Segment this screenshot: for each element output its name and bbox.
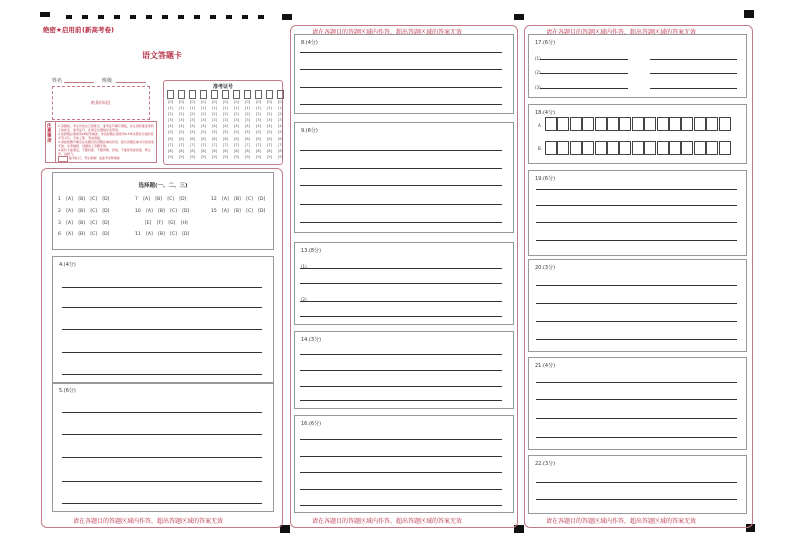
character-cell[interactable]	[644, 141, 656, 155]
character-cell[interactable]	[607, 117, 619, 131]
digit-option[interactable]: [1]	[234, 106, 239, 111]
digit-option[interactable]: [2]	[278, 112, 283, 117]
character-cell[interactable]	[694, 117, 706, 131]
answer-line[interactable]	[300, 400, 502, 401]
answer-line[interactable]	[300, 370, 502, 371]
digit-option[interactable]: [2]	[234, 112, 239, 117]
digit-option[interactable]: [6]	[212, 136, 217, 141]
digit-option[interactable]: [0]	[267, 100, 272, 104]
question-5-title: 5.(6分)	[59, 388, 76, 394]
answer-line[interactable]	[62, 287, 262, 288]
digit-option[interactable]: [8]	[278, 148, 283, 153]
digit-option[interactable]: [3]	[223, 118, 228, 123]
digit-option[interactable]: [6]	[168, 136, 173, 141]
question-4-title: 4.(4分)	[59, 262, 76, 268]
admission-digit-column[interactable]	[189, 99, 196, 160]
digit-option[interactable]: [8]	[234, 148, 239, 153]
character-cell[interactable]	[694, 141, 706, 155]
digit-option[interactable]: [6]	[201, 136, 206, 141]
notes-item-3: 3.请按照题号顺序在各题目的答题区域内作答，超出答题区域书写的答案无效；在草稿纸、试题卷上答题无效。	[58, 140, 154, 148]
digit-option[interactable]: [5]	[168, 130, 173, 135]
notes-item-4: 4.保持卡面清洁，不要折叠、不要弄破、弄皱，不准使用涂改液、修正带、刮纸刀。	[58, 148, 151, 156]
character-cell[interactable]	[669, 141, 681, 155]
character-cell[interactable]	[681, 141, 693, 155]
character-cell[interactable]	[719, 117, 731, 131]
digit-option[interactable]: [0]	[201, 100, 206, 104]
right-warning-top: 请在各题目的答题区域内作答，超出答题区域的答案无效	[546, 29, 697, 36]
character-cell[interactable]	[706, 141, 718, 155]
character-cell[interactable]	[557, 117, 569, 131]
digit-option[interactable]: [4]	[212, 124, 217, 129]
digit-option[interactable]: [7]	[234, 142, 239, 147]
answer-line[interactable]	[300, 87, 502, 88]
digit-option[interactable]: [1]	[245, 106, 250, 111]
question-8-title: 8.(4分)	[301, 40, 318, 46]
answer-line[interactable]	[540, 73, 628, 74]
digit-option[interactable]: [0]	[278, 100, 283, 104]
digit-option[interactable]: [3]	[267, 118, 272, 123]
digit-option[interactable]: [9]	[278, 154, 283, 159]
answer-line[interactable]	[62, 412, 262, 413]
answer-line[interactable]	[300, 316, 502, 317]
sheet-title: 语文答题卡	[142, 51, 182, 60]
absent-box[interactable]	[58, 156, 68, 162]
digit-option[interactable]: [7]	[245, 142, 250, 147]
digit-option[interactable]: [0]	[190, 100, 195, 104]
mcq-row-6[interactable]: 6 [A] [B] [C] [D]	[58, 232, 110, 237]
digit-option[interactable]: [4]	[245, 124, 250, 129]
admission-digit-box[interactable]	[266, 90, 273, 99]
digit-option[interactable]: [2]	[267, 112, 272, 117]
mcq-row-2[interactable]: 2 [A] [B] [C] [D]	[58, 209, 110, 214]
digit-option[interactable]: [4]	[179, 124, 184, 129]
digit-option[interactable]: [6]	[267, 136, 272, 141]
answer-line[interactable]	[536, 285, 737, 286]
digit-option[interactable]: [9]	[256, 154, 261, 159]
answer-line[interactable]	[300, 268, 502, 269]
admission-digit-box[interactable]	[233, 90, 240, 99]
question-17-title: 17.(6分)	[535, 40, 556, 46]
character-cell[interactable]	[570, 141, 582, 155]
answer-line[interactable]	[536, 499, 737, 500]
digit-option[interactable]: [6]	[245, 136, 250, 141]
answer-line[interactable]	[300, 168, 502, 169]
mcq-row-1[interactable]: 1 [A] [B] [C] [D]	[58, 197, 110, 202]
character-cell[interactable]	[719, 141, 731, 155]
digit-option[interactable]: [3]	[190, 118, 195, 123]
answer-line[interactable]	[300, 354, 502, 355]
digit-option[interactable]: [5]	[256, 130, 261, 135]
answer-line[interactable]	[536, 205, 737, 206]
digit-option[interactable]: [5]	[212, 130, 217, 135]
digit-option[interactable]: [7]	[201, 142, 206, 147]
answer-line[interactable]	[300, 472, 502, 473]
digit-option[interactable]: [3]	[212, 118, 217, 123]
mcq-row-12[interactable]: 12 [A] [B] [C] [D]	[211, 197, 266, 202]
character-cell[interactable]	[607, 141, 619, 155]
middle-warning-bottom: 请在各题目的答题区域内作答，超出答题区域的答案无效	[312, 518, 463, 525]
character-cell[interactable]	[582, 141, 594, 155]
admission-digit-box[interactable]	[244, 90, 251, 99]
digit-option[interactable]: [4]	[278, 124, 283, 129]
mcq-row-3[interactable]: 3 [A] [B] [C] [D]	[58, 221, 110, 226]
answer-line[interactable]	[300, 489, 502, 490]
name-line[interactable]	[64, 82, 94, 83]
question-16-box[interactable]	[294, 415, 514, 513]
middle-warning-top: 请在各题目的答题区域内作答，超出答题区域的答案无效	[312, 29, 463, 36]
digit-option[interactable]: [4]	[168, 124, 173, 129]
mcq-row-15[interactable]: 15 [A] [B] [C] [D]	[211, 209, 266, 214]
digit-option[interactable]: [1]	[212, 106, 217, 111]
admission-digit-column[interactable]	[255, 99, 262, 160]
answer-line[interactable]	[300, 222, 502, 223]
answer-line[interactable]	[536, 437, 737, 438]
notes-item-2: 2.选择题必须使用2B铅笔填涂；非选择题必须使用0.5毫米黑色字迹的签字笔书写，字体工整、笔迹清楚。	[58, 132, 154, 140]
digit-option[interactable]: [2]	[201, 112, 206, 117]
right-warning-bottom: 请在各题目的答题区域内作答，超出答题区域的答案无效	[546, 518, 697, 525]
absent-label: 缺考标记，考生禁填！由监考老师填涂	[69, 156, 121, 160]
digit-option[interactable]: [0]	[168, 100, 173, 104]
answer-line[interactable]	[536, 303, 737, 304]
digit-option[interactable]: [2]	[179, 112, 184, 117]
digit-option[interactable]: [5]	[234, 130, 239, 135]
answer-line[interactable]	[62, 457, 262, 458]
character-cell[interactable]	[545, 117, 557, 131]
mcq-title: 选择题(一、二、三)	[138, 183, 188, 189]
notes-title: 注意事项	[47, 124, 52, 144]
digit-option[interactable]: [8]	[223, 148, 228, 153]
digit-option[interactable]: [8]	[190, 148, 195, 153]
answer-line[interactable]	[300, 204, 502, 205]
digit-option[interactable]: [9]	[179, 154, 184, 159]
mcq-row-7[interactable]: 7 [A] [B] [C] [D]	[135, 197, 187, 202]
answer-line[interactable]	[536, 399, 737, 400]
digit-option[interactable]: [6]	[278, 136, 283, 141]
admission-digit-column[interactable]	[200, 99, 207, 160]
digit-option[interactable]: [7]	[278, 142, 283, 147]
digit-option[interactable]: [8]	[168, 148, 173, 153]
answer-line[interactable]	[62, 481, 262, 482]
digit-option[interactable]: [0]	[245, 100, 250, 104]
question-18-box[interactable]	[528, 104, 747, 164]
digit-option[interactable]: [2]	[190, 112, 195, 117]
admission-digit-column[interactable]	[178, 99, 185, 160]
question-18-title: 18.(4分)	[535, 110, 556, 116]
digit-option[interactable]: [3]	[179, 118, 184, 123]
answer-line[interactable]	[540, 59, 628, 60]
question-9-box[interactable]	[294, 122, 514, 233]
digit-option[interactable]: [7]	[256, 142, 261, 147]
digit-option[interactable]: [8]	[267, 148, 272, 153]
question-17-part-3: (3)	[535, 85, 541, 90]
character-cell[interactable]	[681, 117, 693, 131]
digit-option[interactable]: [9]	[245, 154, 250, 159]
digit-option[interactable]: [8]	[212, 148, 217, 153]
digit-option[interactable]: [1]	[223, 106, 228, 111]
admission-digit-box[interactable]	[277, 90, 284, 99]
question-8-box[interactable]	[294, 34, 514, 114]
answer-line[interactable]	[536, 321, 737, 322]
digit-option[interactable]: [1]	[190, 106, 195, 111]
mcq-row-10[interactable]: 10 [A] [B] [C] [D]	[135, 209, 190, 214]
answer-line[interactable]	[536, 382, 737, 383]
admission-digit-column[interactable]	[244, 99, 251, 160]
digit-option[interactable]: [7]	[267, 142, 272, 147]
digit-option[interactable]: [2]	[256, 112, 261, 117]
answer-line[interactable]	[536, 482, 737, 483]
answer-line[interactable]	[300, 185, 502, 186]
digit-option[interactable]: [9]	[201, 154, 206, 159]
answer-line[interactable]	[62, 503, 262, 504]
admission-digit-box[interactable]	[222, 90, 229, 99]
answer-line[interactable]	[300, 283, 502, 284]
digit-option[interactable]: [5]	[278, 130, 283, 135]
digit-option[interactable]: [2]	[245, 112, 250, 117]
class-line[interactable]	[116, 82, 146, 83]
digit-option[interactable]: [9]	[234, 154, 239, 159]
admission-digit-column[interactable]	[266, 99, 273, 160]
answer-line[interactable]	[300, 386, 502, 387]
notes-item-1: 1.答题前，考生先将自己的姓名、准考证号填写清楚，并认真核准条形码上的姓名、准考证号，在规定位置贴好条形码。	[58, 124, 154, 132]
character-cell[interactable]	[619, 141, 631, 155]
question-18-b-label: B.	[538, 146, 543, 151]
admission-digit-box[interactable]	[211, 90, 218, 99]
digit-option[interactable]: [7]	[190, 142, 195, 147]
left-warning: 请在各题目的答题区域内作答，超出答题区域的答案无效	[73, 518, 224, 525]
digit-option[interactable]: [7]	[168, 142, 173, 147]
question-22-box[interactable]	[528, 455, 747, 514]
answer-line[interactable]	[300, 150, 502, 151]
question-4-box[interactable]	[52, 256, 274, 384]
answer-line[interactable]	[300, 456, 502, 457]
character-cell[interactable]	[706, 117, 718, 131]
question-18-a-label: A.	[538, 123, 542, 128]
character-cell[interactable]	[582, 117, 594, 131]
question-14-title: 14.(3分)	[301, 337, 322, 343]
admission-digit-box[interactable]	[200, 90, 207, 99]
mcq-row-11[interactable]: 11 [A] [B] [C] [D]	[135, 232, 190, 237]
digit-option[interactable]: [6]	[190, 136, 195, 141]
digit-option[interactable]: [4]	[267, 124, 272, 129]
answer-line[interactable]	[62, 352, 262, 353]
answer-line[interactable]	[650, 59, 737, 60]
answer-line[interactable]	[62, 434, 262, 435]
digit-option[interactable]: [5]	[223, 130, 228, 135]
answer-line[interactable]	[536, 418, 737, 419]
question-22-title: 22.(3分)	[535, 461, 556, 467]
name-label: 姓名	[52, 78, 63, 84]
digit-option[interactable]: [1]	[256, 106, 261, 111]
digit-option[interactable]: [0]	[212, 100, 217, 104]
digit-option[interactable]: [5]	[201, 130, 206, 135]
answer-line[interactable]	[650, 88, 737, 89]
class-label: 班级	[102, 78, 113, 84]
digit-option[interactable]: [6]	[256, 136, 261, 141]
question-13-part-2: (2)	[301, 297, 307, 302]
digit-option[interactable]: [9]	[223, 154, 228, 159]
answer-line[interactable]	[300, 104, 502, 105]
admission-digit-box[interactable]	[255, 90, 262, 99]
digit-option[interactable]: [1]	[278, 106, 283, 111]
digit-option[interactable]: [2]	[168, 112, 173, 117]
barcode-area[interactable]	[52, 86, 150, 120]
digit-option[interactable]: [4]	[190, 124, 195, 129]
character-cell[interactable]	[557, 141, 569, 155]
digit-option[interactable]: [8]	[179, 148, 184, 153]
digit-option[interactable]: [0]	[234, 100, 239, 104]
character-cell[interactable]	[619, 117, 631, 131]
question-17-part-1: (1)	[535, 56, 541, 61]
answer-line[interactable]	[300, 301, 502, 302]
digit-option[interactable]: [1]	[168, 106, 173, 111]
exam-type: (新高考卷)	[82, 26, 114, 34]
answer-line[interactable]	[300, 439, 502, 440]
digit-option[interactable]: [8]	[201, 148, 206, 153]
digit-option[interactable]: [1]	[267, 106, 272, 111]
character-cell[interactable]	[657, 141, 669, 155]
digit-option[interactable]: [5]	[245, 130, 250, 135]
digit-option[interactable]: [4]	[234, 124, 239, 129]
question-9-title: 9.(6分)	[301, 128, 318, 134]
answer-line[interactable]	[62, 329, 262, 330]
digit-option[interactable]: [3]	[278, 118, 283, 123]
answer-line[interactable]	[540, 88, 628, 89]
digit-option[interactable]: [3]	[168, 118, 173, 123]
admission-label: 准考证号	[212, 84, 233, 90]
digit-option[interactable]: [4]	[223, 124, 228, 129]
digit-option[interactable]: [9]	[168, 154, 173, 159]
digit-option[interactable]: [5]	[190, 130, 195, 135]
digit-option[interactable]: [5]	[179, 130, 184, 135]
answer-line[interactable]	[300, 52, 502, 53]
digit-option[interactable]: [9]	[190, 154, 195, 159]
digit-option[interactable]: [8]	[245, 148, 250, 153]
digit-option[interactable]: [4]	[256, 124, 261, 129]
admission-digit-box[interactable]	[178, 90, 185, 99]
question-19-box[interactable]	[528, 170, 747, 256]
digit-option[interactable]: [3]	[234, 118, 239, 123]
digit-option[interactable]: [3]	[201, 118, 206, 123]
character-cell[interactable]	[595, 141, 607, 155]
digit-option[interactable]: [6]	[223, 136, 228, 141]
digit-option[interactable]: [2]	[212, 112, 217, 117]
question-5-box[interactable]	[52, 382, 274, 512]
digit-option[interactable]: [8]	[256, 148, 261, 153]
question-13-part-1: (1)	[301, 264, 307, 269]
barcode-label: 粘条形码区	[91, 100, 111, 105]
digit-option[interactable]: [0]	[223, 100, 228, 104]
character-cell[interactable]	[657, 117, 669, 131]
digit-option[interactable]: [0]	[179, 100, 184, 104]
character-cell[interactable]	[644, 117, 656, 131]
digit-option[interactable]: [6]	[179, 136, 184, 141]
secret-mark: 绝密★启用前	[43, 26, 82, 34]
answer-line[interactable]	[536, 240, 737, 241]
question-19-title: 19.(6分)	[535, 176, 556, 182]
admission-digit-column[interactable]	[222, 99, 229, 160]
digit-option[interactable]: [7]	[212, 142, 217, 147]
question-21-title: 21.(4分)	[535, 363, 556, 369]
digit-option[interactable]: [9]	[212, 154, 217, 159]
answer-line[interactable]	[300, 505, 502, 506]
character-cell[interactable]	[669, 117, 681, 131]
character-cell[interactable]	[632, 117, 644, 131]
question-17-part-2: (2)	[535, 70, 541, 75]
digit-option[interactable]: [1]	[179, 106, 184, 111]
answer-line[interactable]	[650, 73, 737, 74]
character-cell[interactable]	[545, 141, 557, 155]
question-20-title: 20.(3分)	[535, 265, 556, 271]
answer-line[interactable]	[300, 69, 502, 70]
digit-option[interactable]: [3]	[256, 118, 261, 123]
mcq-row-10-ext[interactable]: [E] [F] [G] [H]	[145, 221, 188, 226]
answer-line[interactable]	[536, 339, 737, 340]
admission-digit-column[interactable]	[277, 99, 284, 160]
digit-option[interactable]: [5]	[267, 130, 272, 135]
character-cell[interactable]	[595, 117, 607, 131]
digit-option[interactable]: [6]	[234, 136, 239, 141]
admission-digit-column[interactable]	[233, 99, 240, 160]
question-13-title: 13.(8分)	[301, 248, 322, 254]
digit-option[interactable]: [0]	[256, 100, 261, 104]
answer-line[interactable]	[62, 374, 262, 375]
digit-option[interactable]: [7]	[223, 142, 228, 147]
question-16-title: 16.(6分)	[301, 421, 322, 427]
character-cell[interactable]	[570, 117, 582, 131]
character-cell[interactable]	[632, 141, 644, 155]
admission-digit-box[interactable]	[189, 90, 196, 99]
answer-line[interactable]	[536, 189, 737, 190]
admission-digit-column[interactable]	[167, 99, 174, 160]
digit-option[interactable]: [3]	[245, 118, 250, 123]
digit-option[interactable]: [1]	[201, 106, 206, 111]
digit-option[interactable]: [4]	[201, 124, 206, 129]
answer-line[interactable]	[536, 222, 737, 223]
digit-option[interactable]: [7]	[179, 142, 184, 147]
digit-option[interactable]: [9]	[267, 154, 272, 159]
admission-digit-box[interactable]	[167, 90, 174, 99]
notes-box	[45, 121, 157, 163]
answer-line[interactable]	[62, 307, 262, 308]
admission-digit-column[interactable]	[211, 99, 218, 160]
digit-option[interactable]: [2]	[223, 112, 228, 117]
